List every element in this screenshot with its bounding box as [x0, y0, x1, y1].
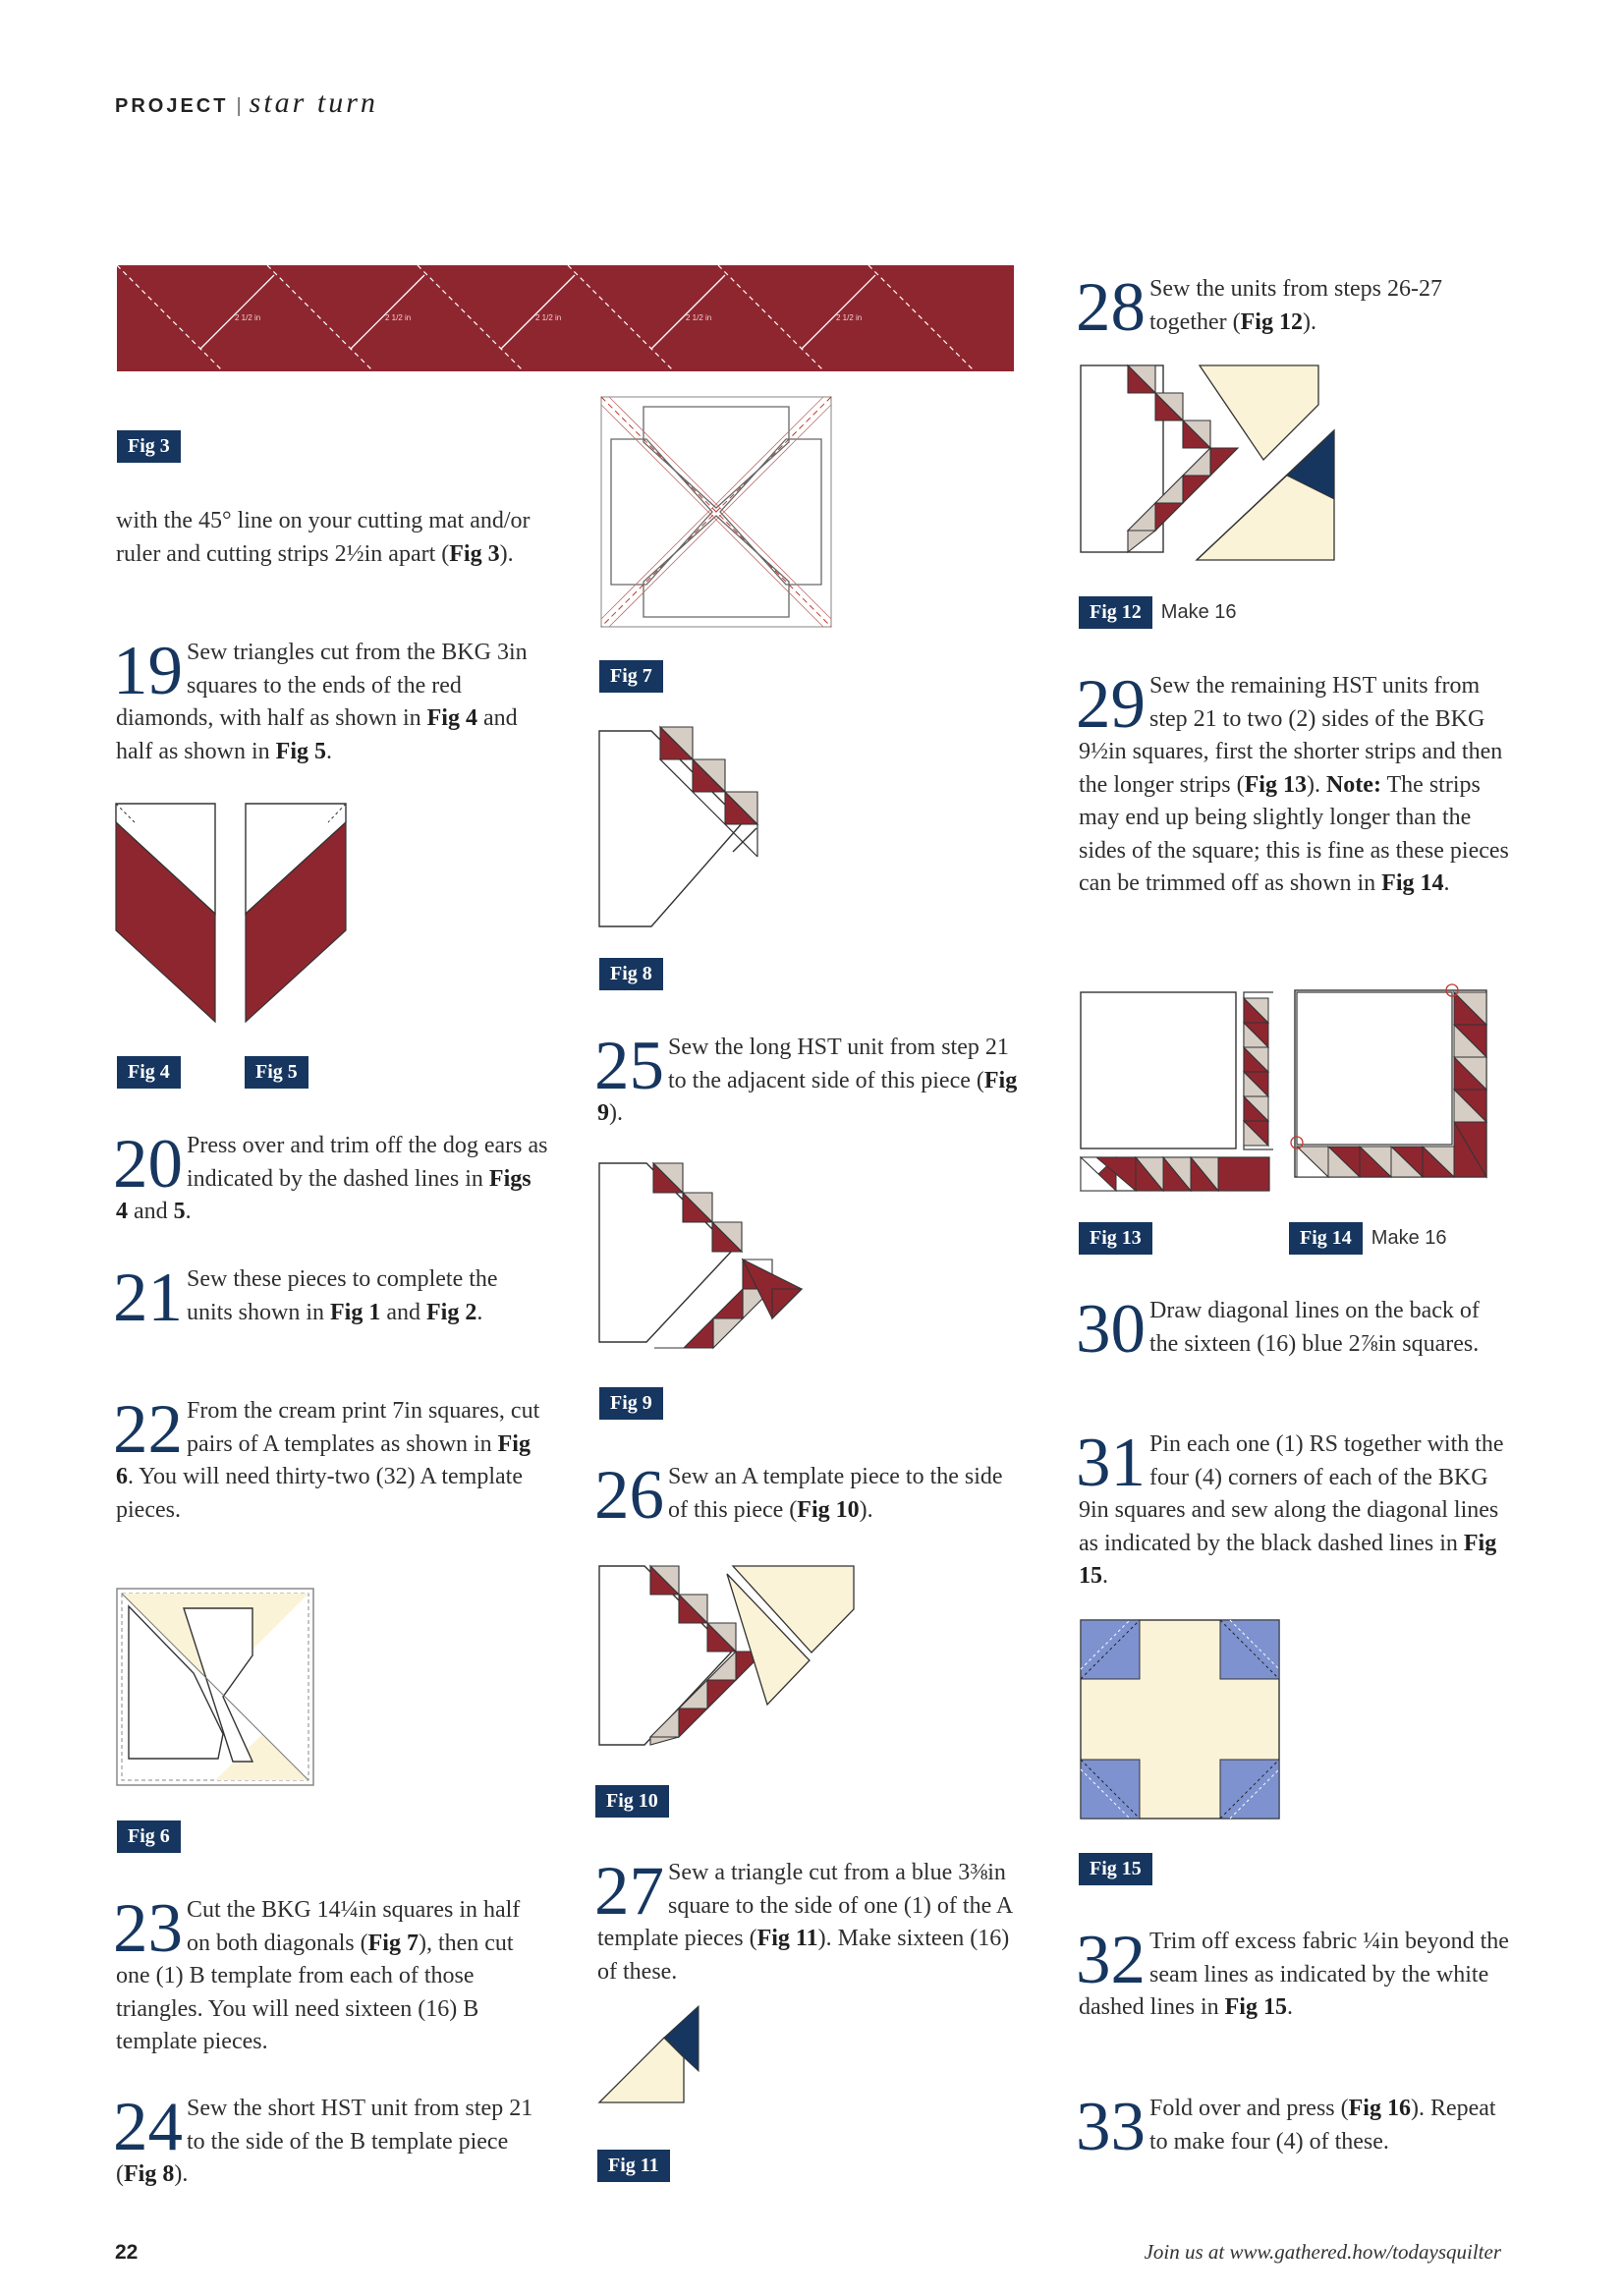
fig4-diagram	[113, 801, 221, 1027]
step-21: 21 Sew these pieces to complete the units shown in Fig 1 and Fig 2.	[113, 1260, 498, 1336]
step-number: 31	[1076, 1425, 1146, 1501]
step-number: 23	[113, 1890, 183, 1967]
fig13-label: Fig 13	[1079, 1222, 1152, 1255]
fig7-label-wrap	[599, 660, 663, 693]
fig5-label-wrap	[245, 1056, 308, 1089]
step-number: 21	[113, 1260, 183, 1336]
running-header	[115, 86, 378, 120]
step-number: 20	[113, 1126, 183, 1203]
fig6-label-wrap	[117, 1820, 181, 1853]
fig12-label-wrap	[1079, 596, 1237, 629]
step-number: 25	[594, 1028, 664, 1104]
fig14-diagram	[1289, 979, 1495, 1185]
fig12-make: Make 16	[1160, 601, 1237, 623]
fig7-label: Fig 7	[599, 660, 663, 693]
fig10-label-wrap	[595, 1785, 669, 1818]
fig9-label: Fig 9	[599, 1387, 663, 1420]
fig11-label-wrap	[597, 2150, 670, 2182]
step-number: 29	[1076, 666, 1146, 743]
page-number: 22	[115, 2241, 139, 2264]
fig10-diagram	[595, 1562, 866, 1759]
fig5-diagram	[242, 801, 350, 1027]
step-number: 19	[113, 633, 183, 709]
fig9-label-wrap	[599, 1387, 663, 1420]
fig7-diagram	[599, 395, 835, 631]
fig3-measure: 2 1/2 in	[535, 313, 562, 322]
step-20: 20 Press over and trim off the dog ears as indicated by the dashed lines in Figs 4 and 5.	[113, 1126, 548, 1224]
step-number: 26	[594, 1457, 664, 1534]
step-23: 23 Cut the BKG 14¼in squares in half on both diagonals (Fig 7), then cut one (1) B template from each of those triangles. You will need sixteen (16) B template pieces.	[113, 1890, 521, 2054]
step-number: 27	[594, 1853, 664, 1930]
fig3-label-wrap	[117, 430, 181, 463]
fig14-make: Make 16	[1371, 1227, 1447, 1249]
fig12-label: Fig 12	[1079, 596, 1152, 629]
step-number: 24	[113, 2089, 183, 2165]
fig9-diagram	[595, 1159, 812, 1356]
fig4-label: Fig 4	[117, 1056, 181, 1089]
step-number: 30	[1076, 1291, 1146, 1368]
fig8-diagram	[595, 722, 792, 933]
fig6-diagram	[115, 1587, 317, 1789]
fig11-label: Fig 11	[597, 2150, 670, 2182]
step-25: 25 Sew the long HST unit from step 21 to the adjacent side of this piece (Fig 9).	[594, 1028, 1018, 1126]
fig4-label-wrap	[117, 1056, 181, 1089]
step-33: 33 Fold over and press (Fig 16). Repeat to make four (4) of these.	[1076, 2089, 1496, 2165]
footer-url: Join us at www.gathered.how/todaysquilter	[1144, 2240, 1501, 2264]
fig13-diagram	[1077, 988, 1273, 1195]
step-31: 31 Pin each one (1) RS together with the four (4) corners of each of the BKG 9in squares and sew along the diagonal lines as indicated by the black dashed lines in Fig 15.	[1076, 1425, 1504, 1589]
header-project: PROJECT	[115, 95, 229, 117]
step-28: 28 Sew the units from steps 26-27 together (Fig 12).	[1076, 269, 1442, 346]
fig12-diagram	[1077, 362, 1337, 568]
step-number: 33	[1076, 2089, 1146, 2165]
fig8-label: Fig 8	[599, 958, 663, 990]
fig3-measure: 2 1/2 in	[385, 313, 412, 322]
fig11-diagram	[595, 2004, 703, 2112]
step-number: 28	[1076, 269, 1146, 346]
fig8-label-wrap	[599, 958, 663, 990]
step-26: 26 Sew an A template piece to the side of this piece (Fig 10).	[594, 1457, 1003, 1534]
step-32: 32 Trim off excess fabric ¼in beyond the seam lines as indicated by the white dashed lines in Fig 15.	[1076, 1922, 1509, 2020]
fig13-label-wrap	[1079, 1222, 1152, 1255]
fig3-measure: 2 1/2 in	[235, 313, 261, 322]
step-24: 24 Sew the short HST unit from step 21 to the side of the B template piece (Fig 8).	[113, 2089, 533, 2187]
fig14-label-wrap	[1289, 1222, 1447, 1255]
intro-paragraph: with the 45° line on your cutting mat and/or ruler and cutting strips 2½in apart (Fig 3).	[116, 508, 531, 567]
step-29: 29 Sew the remaining HST units from step 21 to two (2) sides of the BKG 9½in squares, first the shorter strips and then the longer strips (Fig 13). Note: The strips may end up being slightly longer than the sides of the square; this is fine as these pieces can be trimmed off as shown in Fig 14.	[1076, 666, 1509, 896]
step-number: 32	[1076, 1922, 1146, 1998]
fig3-measure: 2 1/2 in	[686, 313, 712, 322]
step-22: 22 From the cream print 7in squares, cut pairs of A templates as shown in Fig 6. You will need thirty-two (32) A template pieces.	[113, 1391, 540, 1523]
step-27: 27 Sew a triangle cut from a blue 3⅜in square to the side of one (1) of the A template pieces (Fig 11). Make sixteen (16) of these.	[594, 1853, 1012, 1985]
fig15-label: Fig 15	[1079, 1853, 1152, 1885]
fig10-label: Fig 10	[595, 1785, 669, 1818]
fig3-measure: 2 1/2 in	[836, 313, 863, 322]
fig15-label-wrap	[1079, 1853, 1152, 1885]
header-title: star turn	[249, 86, 378, 119]
step-19: 19 Sew triangles cut from the BKG 3in squares to the ends of the red diamonds, with half as shown in Fig 4 and half as shown in Fig 5.	[113, 633, 528, 764]
fig15-diagram	[1077, 1616, 1283, 1822]
fig6-label: Fig 6	[117, 1820, 181, 1853]
header-separator: |	[236, 95, 242, 117]
fig14-label: Fig 14	[1289, 1222, 1363, 1255]
fig3-diagram	[117, 265, 1014, 373]
fig3-label: Fig 3	[117, 430, 181, 463]
step-30: 30 Draw diagonal lines on the back of the sixteen (16) blue 2⅞in squares.	[1076, 1291, 1480, 1368]
fig5-label: Fig 5	[245, 1056, 308, 1089]
step-number: 22	[113, 1391, 183, 1468]
